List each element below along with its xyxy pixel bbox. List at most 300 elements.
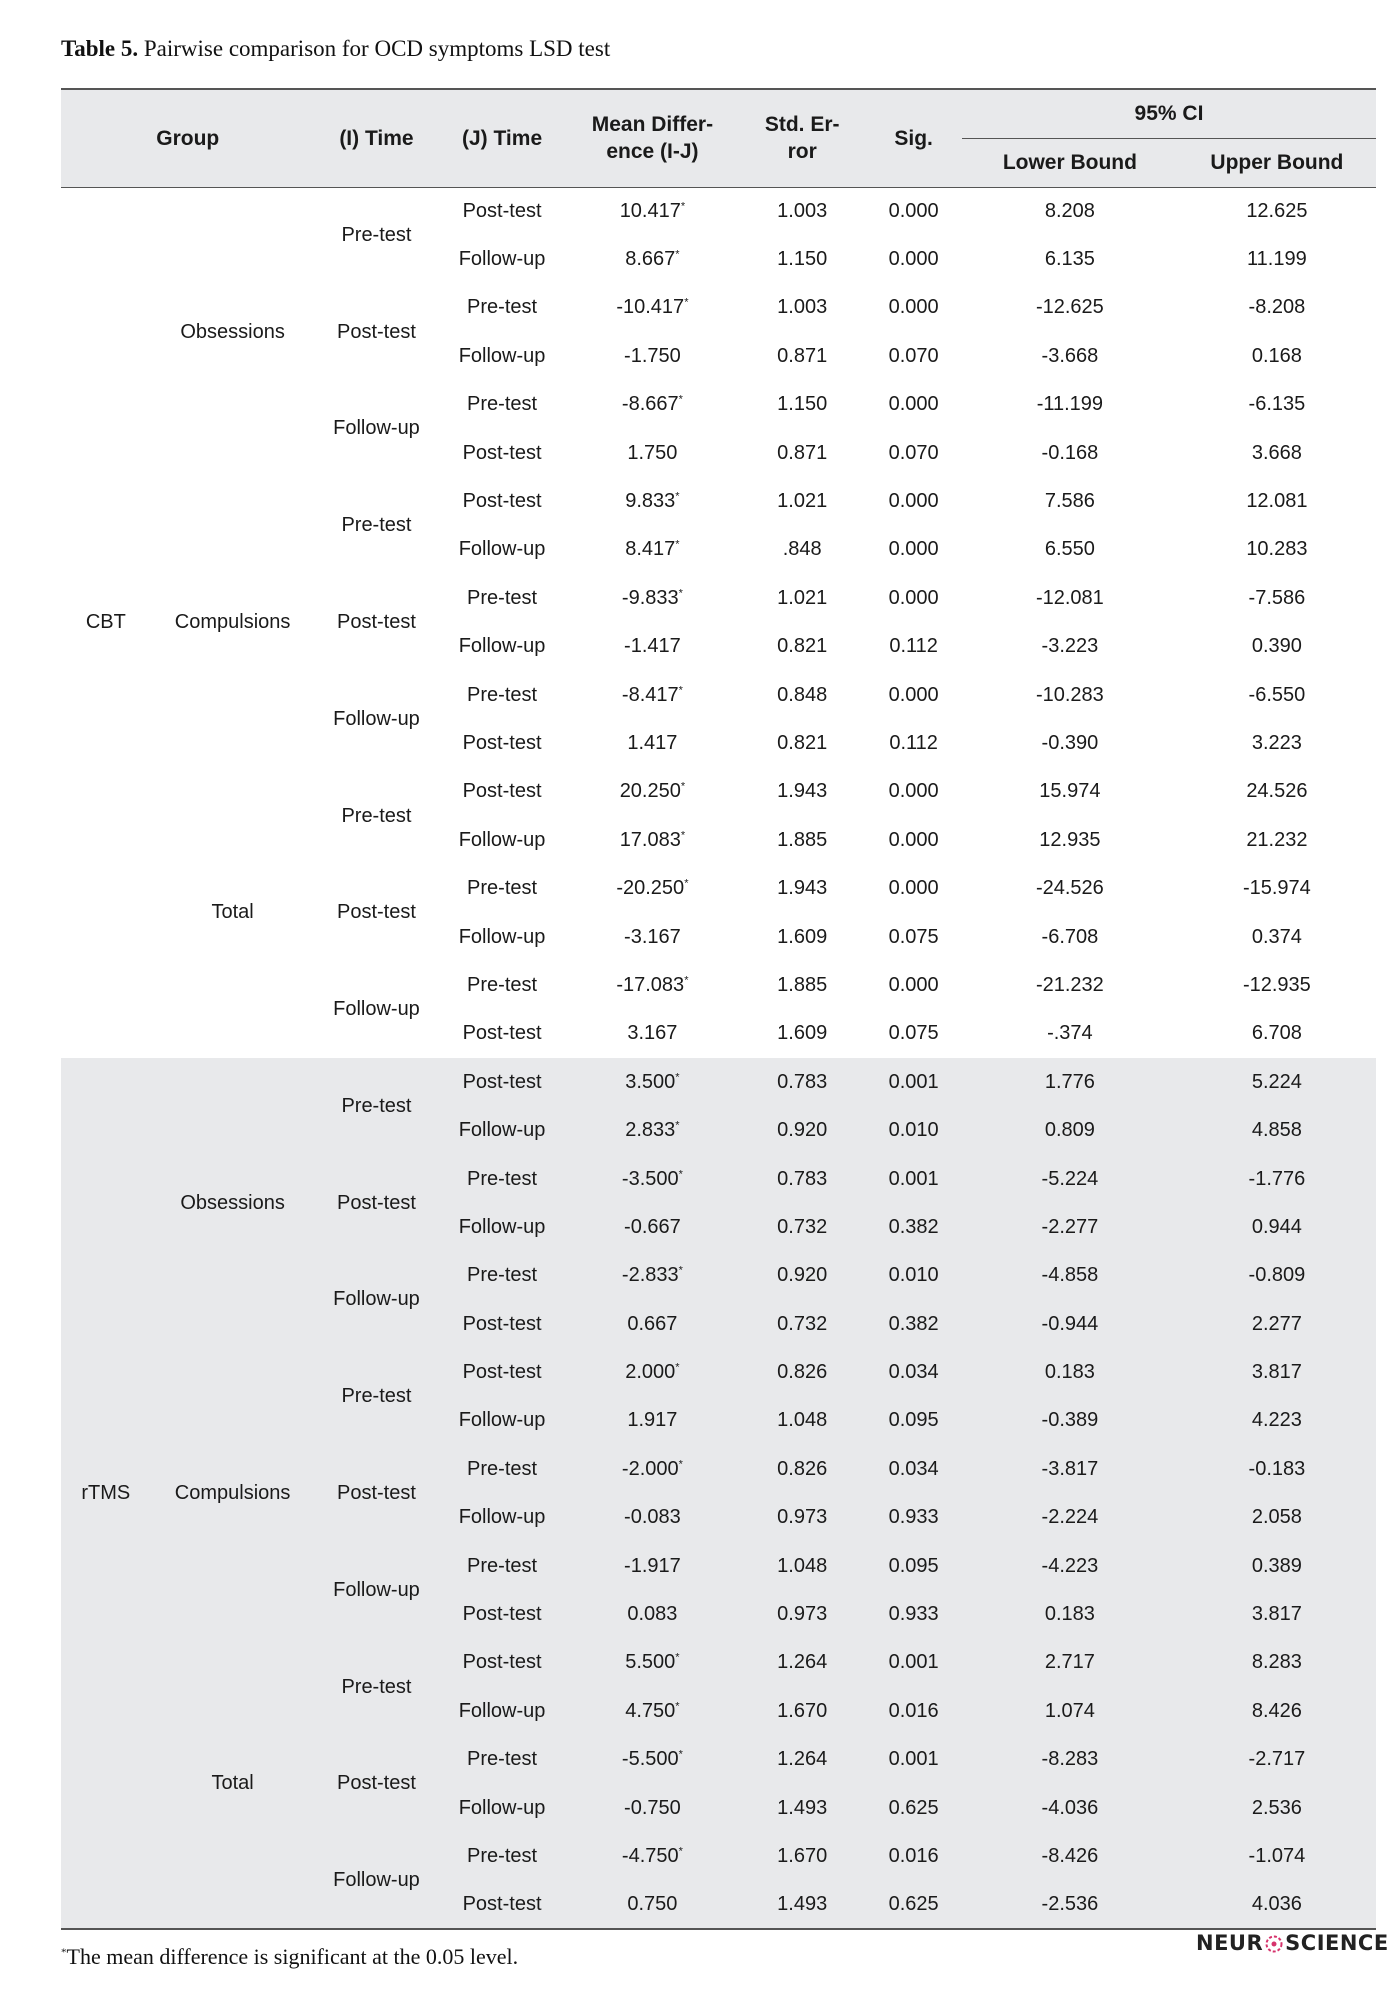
lower-bound-cell-value: 6.550 <box>1044 538 1095 561</box>
lower-bound-cell <box>962 1106 1178 1154</box>
upper-bound-cell <box>1178 1590 1376 1638</box>
sig-cell <box>865 913 962 961</box>
mean-difference-cell-value: 9.833 <box>625 490 676 513</box>
significance-mark: * <box>678 393 683 406</box>
significance-mark: * <box>675 1119 680 1132</box>
std-error-cell <box>739 719 865 767</box>
upper-bound-cell-value: 3.817 <box>1251 1361 1302 1384</box>
sig-cell-value: 0.112 <box>889 635 938 658</box>
j-time-cell: Post-test <box>438 1300 565 1348</box>
mean-difference-cell-value: -9.833 <box>621 586 679 609</box>
std-error-cell <box>739 1494 865 1542</box>
lower-bound-cell <box>962 719 1178 767</box>
i-time-cell: Pre-test <box>341 804 412 827</box>
j-time-cell: Post-test <box>438 1058 565 1106</box>
std-error-cell <box>739 477 865 525</box>
j-time-cell: Post-test <box>438 1639 565 1687</box>
sig-cell-value: 0.016 <box>888 1844 939 1867</box>
mean-difference-cell <box>566 477 739 525</box>
mean-difference-cell-value: -1.917 <box>624 1554 681 1577</box>
sig-cell-value: 0.070 <box>888 441 939 464</box>
header-std-error-line2: ror <box>787 140 817 164</box>
upper-bound-cell <box>1178 284 1376 332</box>
lower-bound-cell-value: -24.526 <box>1035 877 1104 900</box>
std-error-cell-value: 0.871 <box>777 441 828 464</box>
upper-bound-cell-value: 2.058 <box>1251 1506 1302 1529</box>
lower-bound-cell-value: 2.717 <box>1044 1651 1095 1674</box>
std-error-cell <box>739 1784 865 1832</box>
upper-bound-cell-value: -2.717 <box>1248 1748 1306 1771</box>
sig-cell-value: 0.000 <box>888 973 939 996</box>
lower-bound-cell <box>962 768 1178 816</box>
mean-difference-cell-value: 0.667 <box>627 1312 678 1335</box>
header-lower-bound: Lower Bound <box>962 138 1178 187</box>
std-error-cell-value: 0.783 <box>777 1167 828 1190</box>
upper-bound-cell-value: 4.858 <box>1251 1119 1302 1142</box>
sig-cell <box>865 1832 962 1880</box>
upper-bound-cell-value: 8.426 <box>1251 1699 1302 1722</box>
std-error-cell-value: 0.973 <box>777 1506 828 1529</box>
upper-bound-cell-value: 10.283 <box>1246 538 1308 561</box>
sig-cell-value: 0.001 <box>888 1070 939 1093</box>
group-cell: CBT <box>85 611 126 634</box>
std-error-cell-value: 0.783 <box>777 1070 828 1093</box>
mean-difference-cell-value: -3.167 <box>624 925 681 948</box>
upper-bound-cell <box>1178 477 1376 525</box>
sig-cell-value: 0.001 <box>888 1748 939 1771</box>
upper-bound-cell-value: -15.974 <box>1242 877 1311 900</box>
std-error-cell <box>739 1445 865 1493</box>
mean-difference-cell <box>566 1058 739 1106</box>
sig-cell <box>865 1348 962 1396</box>
lower-bound-cell <box>962 574 1178 622</box>
significance-mark: * <box>680 780 686 793</box>
sig-cell <box>865 864 962 912</box>
std-error-cell <box>739 1736 865 1784</box>
mean-difference-cell <box>566 187 739 235</box>
std-error-cell-value: 1.048 <box>777 1409 828 1432</box>
j-time-cell: Pre-test <box>467 877 538 900</box>
upper-bound-cell-value: 2.277 <box>1251 1312 1302 1335</box>
upper-bound-cell <box>1178 719 1376 767</box>
j-time-cell: Follow-up <box>458 828 546 851</box>
i-time-cell: Post-test <box>315 1155 439 1252</box>
j-time-cell: Pre-test <box>467 296 538 319</box>
upper-bound-cell-value: -8.208 <box>1248 296 1306 319</box>
sig-cell <box>865 1881 962 1929</box>
upper-bound-cell-value: 21.232 <box>1246 828 1308 851</box>
sig-cell <box>865 1397 962 1445</box>
upper-bound-cell-value: 2.536 <box>1251 1796 1302 1819</box>
sig-cell-value: 0.933 <box>888 1506 939 1529</box>
std-error-cell-value: .848 <box>782 538 822 561</box>
mean-difference-cell <box>566 1397 739 1445</box>
std-error-cell-value: 1.885 <box>777 828 828 851</box>
std-error-cell <box>739 284 865 332</box>
mean-difference-cell <box>566 864 739 912</box>
std-error-cell-value: 1.670 <box>777 1699 828 1722</box>
upper-bound-cell-value: 0.374 <box>1251 925 1302 948</box>
lower-bound-cell <box>962 429 1178 477</box>
mean-difference-cell-value: -2.833 <box>621 1264 679 1287</box>
lower-bound-cell-value: -2.536 <box>1041 1892 1099 1915</box>
upper-bound-cell <box>1178 429 1376 477</box>
lower-bound-cell <box>962 1881 1178 1929</box>
subscale-cell: Compulsions <box>174 611 291 634</box>
lower-bound-cell-value: 6.135 <box>1044 248 1095 271</box>
header-upper-bound: Upper Bound <box>1178 138 1376 187</box>
j-time-cell: Follow-up <box>438 1687 565 1735</box>
j-time-cell: Follow-up <box>438 1397 565 1445</box>
sig-cell <box>865 429 962 477</box>
upper-bound-cell-value: 0.168 <box>1251 344 1302 367</box>
j-time-cell: Post-test <box>462 780 542 803</box>
sig-cell <box>865 1736 962 1784</box>
logo-text-left: NEUR <box>1196 1931 1264 1955</box>
upper-bound-cell <box>1178 1881 1376 1929</box>
significance-mark: * <box>675 490 680 503</box>
mean-difference-cell-value: 10.417 <box>619 199 681 222</box>
sig-cell-value: 0.000 <box>888 296 939 319</box>
sig-cell-value: 0.112 <box>889 731 938 754</box>
lower-bound-cell <box>962 961 1178 1009</box>
lower-bound-cell-value: -4.036 <box>1041 1796 1099 1819</box>
lower-bound-cell-value: 0.809 <box>1044 1119 1095 1142</box>
lower-bound-cell-value: -11.199 <box>1036 393 1104 416</box>
mean-difference-cell-value: 1.417 <box>627 731 678 754</box>
std-error-cell <box>739 768 865 816</box>
mean-difference-cell-value: 3.500 <box>625 1070 676 1093</box>
lower-bound-cell <box>962 1736 1178 1784</box>
upper-bound-cell-value: 12.081 <box>1246 490 1308 513</box>
std-error-cell-value: 0.732 <box>777 1215 828 1238</box>
std-error-cell-value: 0.920 <box>777 1264 828 1287</box>
std-error-cell <box>739 671 865 719</box>
significance-mark: * <box>675 538 680 551</box>
sig-cell-value: 0.000 <box>888 586 939 609</box>
sig-cell-value: 0.000 <box>888 393 939 416</box>
upper-bound-cell <box>1178 235 1376 283</box>
table-row <box>61 768 1376 816</box>
std-error-cell-value: 0.821 <box>777 731 828 754</box>
std-error-cell-value: 1.021 <box>777 586 828 609</box>
sig-cell-value: 0.034 <box>888 1361 939 1384</box>
std-error-cell <box>739 816 865 864</box>
significance-mark: * <box>678 1845 683 1858</box>
mean-difference-cell <box>566 1155 739 1203</box>
i-time-cell: Post-test <box>337 611 416 634</box>
std-error-cell <box>739 332 865 380</box>
mean-difference-cell <box>566 671 739 719</box>
lower-bound-cell-value: -12.625 <box>1035 296 1104 319</box>
j-time-cell: Follow-up <box>438 1494 565 1542</box>
j-time-cell: Pre-test <box>438 1542 565 1590</box>
mean-difference-cell <box>566 1881 739 1929</box>
upper-bound-cell-value: 0.944 <box>1251 1215 1302 1238</box>
std-error-cell-value: 1.943 <box>777 877 828 900</box>
upper-bound-cell-value: 5.224 <box>1251 1070 1302 1093</box>
lower-bound-cell-value: -12.081 <box>1035 586 1104 609</box>
std-error-cell-value: 1.048 <box>777 1554 828 1577</box>
j-time-cell: Follow-up <box>458 248 546 271</box>
mean-difference-cell <box>566 719 739 767</box>
table-row <box>61 477 1376 525</box>
std-error-cell <box>739 429 865 477</box>
upper-bound-cell <box>1178 1010 1376 1058</box>
mean-difference-cell-value: 8.667 <box>625 248 676 271</box>
sig-cell <box>865 235 962 283</box>
mean-difference-cell-value: -4.750 <box>621 1844 679 1867</box>
mean-difference-cell-value: -5.500 <box>621 1748 679 1771</box>
mean-difference-cell <box>566 1687 739 1735</box>
significance-mark: * <box>675 1361 680 1374</box>
lower-bound-cell <box>962 526 1178 574</box>
significance-mark: * <box>675 248 680 261</box>
lower-bound-cell <box>962 187 1178 235</box>
upper-bound-cell-value: 0.390 <box>1251 635 1302 658</box>
significance-mark: * <box>678 1167 683 1180</box>
lower-bound-cell <box>962 864 1178 912</box>
std-error-cell <box>739 623 865 671</box>
std-error-cell <box>739 1155 865 1203</box>
sig-cell <box>865 1155 962 1203</box>
upper-bound-cell-value: -12.935 <box>1242 973 1311 996</box>
mean-difference-cell <box>566 1010 739 1058</box>
sig-cell-value: 0.075 <box>888 1022 939 1045</box>
upper-bound-cell <box>1178 574 1376 622</box>
sig-cell <box>865 816 962 864</box>
lower-bound-cell-value: -3.223 <box>1041 635 1099 658</box>
sig-cell <box>865 1010 962 1058</box>
std-error-cell <box>739 235 865 283</box>
j-time-cell: Pre-test <box>467 683 538 706</box>
std-error-cell <box>739 1687 865 1735</box>
std-error-cell <box>739 1203 865 1251</box>
std-error-cell <box>739 1639 865 1687</box>
header-mean-difference-line1: Mean Differ- <box>591 112 714 136</box>
table-row <box>61 187 1376 235</box>
upper-bound-cell-value: 4.223 <box>1251 1409 1302 1432</box>
std-error-cell-value: 0.732 <box>777 1312 828 1335</box>
sig-cell-value: 0.095 <box>888 1409 939 1432</box>
sig-cell-value: 0.000 <box>888 248 939 271</box>
sig-cell <box>865 623 962 671</box>
sig-cell-value: 0.010 <box>888 1264 939 1287</box>
lower-bound-cell <box>962 1445 1178 1493</box>
std-error-cell <box>739 961 865 1009</box>
mean-difference-cell <box>566 1106 739 1154</box>
std-error-cell-value: 0.826 <box>777 1361 828 1384</box>
j-time-cell: Pre-test <box>467 973 538 996</box>
mean-difference-cell <box>566 235 739 283</box>
upper-bound-cell <box>1178 1300 1376 1348</box>
lower-bound-cell-value: -6.708 <box>1041 925 1099 948</box>
upper-bound-cell-value: -1.776 <box>1248 1167 1306 1190</box>
sig-cell <box>865 187 962 235</box>
mean-difference-cell <box>566 1445 739 1493</box>
upper-bound-cell <box>1178 187 1376 235</box>
upper-bound-cell-value: 0.389 <box>1251 1554 1302 1577</box>
i-time-cell: Follow-up <box>333 707 420 730</box>
sig-cell <box>865 671 962 719</box>
mean-difference-cell <box>566 284 739 332</box>
upper-bound-cell-value: 4.036 <box>1251 1892 1302 1915</box>
header-sig: Sig. <box>865 89 962 187</box>
subscale-cell: Obsessions <box>151 1058 315 1348</box>
std-error-cell-value: 1.609 <box>777 925 828 948</box>
upper-bound-cell-value: 3.223 <box>1251 731 1302 754</box>
table-row <box>61 1058 1376 1106</box>
lower-bound-cell-value: -0.390 <box>1041 731 1099 754</box>
lower-bound-cell-value: -5.224 <box>1041 1167 1099 1190</box>
upper-bound-cell-value: -6.135 <box>1248 393 1306 416</box>
mean-difference-cell-value: 1.750 <box>627 441 678 464</box>
significance-mark: * <box>684 877 689 890</box>
mean-difference-cell <box>566 1542 739 1590</box>
significance-mark: * <box>675 1651 680 1664</box>
i-time-cell: Follow-up <box>315 1542 439 1639</box>
lower-bound-cell <box>962 1058 1178 1106</box>
lower-bound-cell <box>962 1494 1178 1542</box>
brain-network-icon <box>1264 1934 1284 1954</box>
mean-difference-cell <box>566 961 739 1009</box>
upper-bound-cell <box>1178 1203 1376 1251</box>
lower-bound-cell <box>962 1252 1178 1300</box>
i-time-cell: Pre-test <box>315 1058 439 1155</box>
lower-bound-cell-value: -10.283 <box>1035 683 1104 706</box>
logo-text-right: SCIENCE <box>1285 1931 1389 1955</box>
lower-bound-cell <box>962 671 1178 719</box>
j-time-cell: Follow-up <box>458 538 546 561</box>
upper-bound-cell <box>1178 864 1376 912</box>
sig-cell-value: 0.001 <box>888 1167 939 1190</box>
std-error-cell <box>739 1832 865 1880</box>
i-time-cell: Pre-test <box>341 224 412 247</box>
lower-bound-cell-value: -4.223 <box>1041 1554 1099 1577</box>
std-error-cell-value: 1.021 <box>777 490 828 513</box>
upper-bound-cell <box>1178 1494 1376 1542</box>
subscale-cell: Total <box>151 1639 315 1929</box>
upper-bound-cell <box>1178 768 1376 816</box>
mean-difference-cell <box>566 381 739 429</box>
upper-bound-cell-value: -0.183 <box>1248 1457 1306 1480</box>
upper-bound-cell <box>1178 1155 1376 1203</box>
lower-bound-cell-value: -8.283 <box>1041 1748 1099 1771</box>
j-time-cell: Pre-test <box>467 393 538 416</box>
sig-cell-value: 0.016 <box>888 1699 939 1722</box>
mean-difference-cell <box>566 1494 739 1542</box>
lower-bound-cell <box>962 623 1178 671</box>
significance-mark: * <box>678 1458 683 1471</box>
upper-bound-cell <box>1178 913 1376 961</box>
i-time-cell: Post-test <box>315 1445 439 1542</box>
sig-cell <box>865 477 962 525</box>
sig-cell <box>865 1445 962 1493</box>
j-time-cell: Follow-up <box>438 1784 565 1832</box>
upper-bound-cell <box>1178 1687 1376 1735</box>
subscale-cell: Total <box>211 901 254 924</box>
significance-mark: * <box>678 683 683 696</box>
upper-bound-cell <box>1178 623 1376 671</box>
mean-difference-cell-value: -3.500 <box>621 1167 679 1190</box>
lower-bound-cell-value: -0.944 <box>1041 1312 1099 1335</box>
j-time-cell: Pre-test <box>438 1832 565 1880</box>
mean-difference-cell-value: -0.667 <box>624 1215 681 1238</box>
std-error-cell <box>739 1881 865 1929</box>
sig-cell <box>865 1784 962 1832</box>
footnote-mark: * <box>61 1946 67 1959</box>
lower-bound-cell <box>962 1832 1178 1880</box>
lower-bound-cell-value: 15.974 <box>1039 780 1101 803</box>
mean-difference-cell <box>566 1639 739 1687</box>
significance-mark: * <box>678 1748 683 1761</box>
lower-bound-cell-value: 12.935 <box>1039 828 1101 851</box>
sig-cell-value: 0.382 <box>888 1215 939 1238</box>
i-time-cell: Follow-up <box>333 998 420 1021</box>
std-error-cell <box>739 1348 865 1396</box>
mean-difference-cell-value: 8.417 <box>625 538 676 561</box>
std-error-cell-value: 1.150 <box>777 393 828 416</box>
mean-difference-cell-value: -17.083 <box>616 973 685 996</box>
sig-cell-value: 0.075 <box>888 925 939 948</box>
upper-bound-cell-value: 12.625 <box>1246 199 1308 222</box>
subscale-cell: Obsessions <box>180 320 285 343</box>
std-error-cell-value: 0.871 <box>777 344 828 367</box>
upper-bound-cell-value: 8.283 <box>1251 1651 1302 1674</box>
i-time-cell: Post-test <box>337 901 416 924</box>
std-error-cell-value: 1.943 <box>777 780 828 803</box>
header-mean-difference <box>566 89 739 187</box>
lower-bound-cell <box>962 284 1178 332</box>
lower-bound-cell-value: -3.817 <box>1041 1457 1099 1480</box>
sig-cell-value: 0.000 <box>888 780 939 803</box>
mean-difference-cell-value: -8.417 <box>621 683 679 706</box>
mean-difference-cell <box>566 1832 739 1880</box>
sig-cell-value: 0.000 <box>888 877 939 900</box>
mean-difference-cell <box>566 816 739 864</box>
mean-difference-cell-value: 3.167 <box>627 1022 678 1045</box>
lower-bound-cell <box>962 1542 1178 1590</box>
j-time-cell: Pre-test <box>438 1155 565 1203</box>
sig-cell <box>865 1687 962 1735</box>
std-error-cell <box>739 526 865 574</box>
j-time-cell: Post-test <box>438 1881 565 1929</box>
mean-difference-cell-value: -0.750 <box>624 1796 681 1819</box>
lower-bound-cell-value: -4.858 <box>1041 1264 1099 1287</box>
significance-mark: * <box>680 829 686 842</box>
sig-cell <box>865 768 962 816</box>
sig-cell-value: 0.382 <box>888 1312 939 1335</box>
j-time-cell: Follow-up <box>438 1106 565 1154</box>
lower-bound-cell-value: -2.224 <box>1041 1506 1099 1529</box>
lower-bound-cell-value: 0.183 <box>1044 1603 1095 1626</box>
lower-bound-cell <box>962 477 1178 525</box>
mean-difference-cell-value: 0.750 <box>627 1892 678 1915</box>
upper-bound-cell <box>1178 332 1376 380</box>
std-error-cell <box>739 1010 865 1058</box>
sig-cell <box>865 284 962 332</box>
j-time-cell: Pre-test <box>438 1252 565 1300</box>
mean-difference-cell-value: -10.417 <box>616 296 685 319</box>
std-error-cell <box>739 381 865 429</box>
lower-bound-cell-value: -2.277 <box>1041 1215 1099 1238</box>
lower-bound-cell <box>962 235 1178 283</box>
header-ci: 95% CI <box>962 89 1376 138</box>
mean-difference-cell <box>566 574 739 622</box>
sig-cell <box>865 1639 962 1687</box>
upper-bound-cell <box>1178 526 1376 574</box>
upper-bound-cell <box>1178 816 1376 864</box>
